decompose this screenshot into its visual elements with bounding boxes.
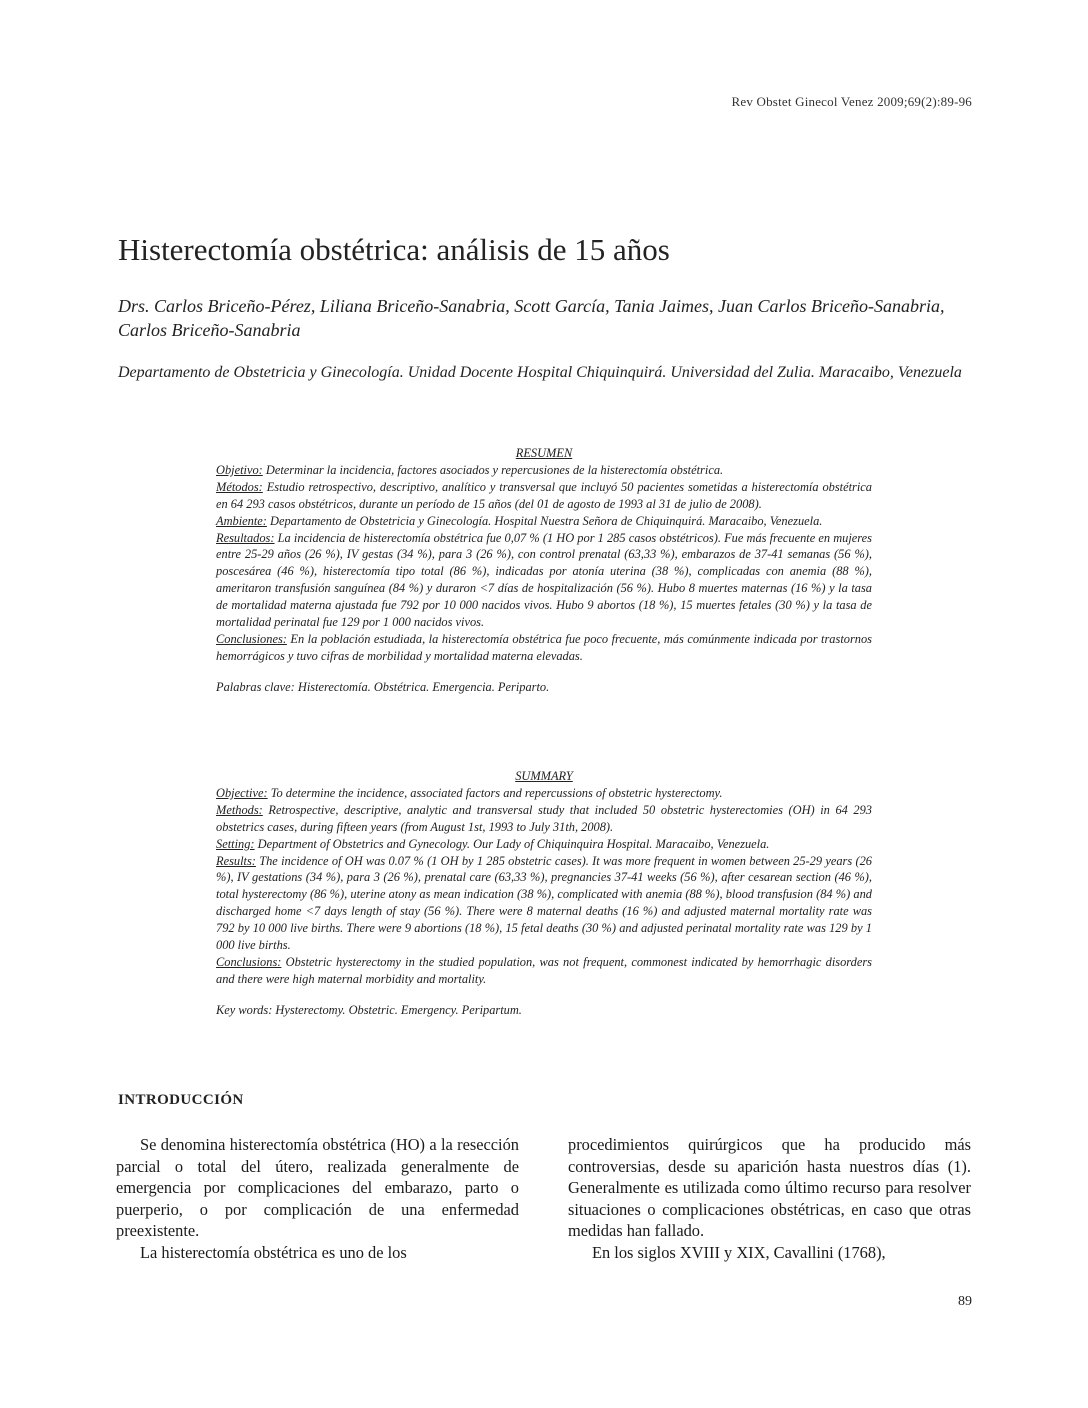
- abstract-label: Ambiente:: [216, 513, 267, 528]
- abstract-paragraph: [216, 954, 872, 988]
- abstract-text: Determinar la incidencia, factores asociados y repercusiones de la histerectomía obstétrica.: [262, 462, 724, 477]
- keywords-english: Key words: Hysterectomy. Obstetric. Emergency. Peripartum.: [216, 1002, 522, 1017]
- body-paragraph: La histerectomía obstétrica es uno de los: [140, 1242, 407, 1262]
- abstract-paragraph: [216, 785, 872, 802]
- abstract-text: La incidencia de histerectomía obstétrica fue 0,07 % (1 HO por 1 285 casos obstétricos). Fue más frecuente en mujeres entre 25-29 años (26 %), IV gestas (34 %), para 3 (26 %), con control prenatal (63,33 %), embarazos de 37-41 semanas (56 %), poscesárea (46 %), histerectomía tipo total (86 %), indicadas por atonía uterina (38 %), complicadas con anemia (88 %), ameritaron transfusión sanguínea (84 %) y duraron <7 días de hospitalización (56 %). Hubo 8 muertes maternas (16 %) y la tasa de mortalidad materna ajustada fue 792 por 10 000 nacidos vivos. Hubo 9 abortos (18 %), 15 muertes fetales (30 %) y la tasa de mortalidad perinatal fue 129 por 1 000 nacidos vivos.: [216, 530, 872, 630]
- abstract-text: Departamento de Obstetricia y Ginecología. Hospital Nuestra Señora de Chiquinquirá. Maracaibo, Venezuela.: [266, 513, 823, 528]
- abstract-paragraph: [216, 462, 872, 479]
- keywords-spanish: Palabras clave: Histerectomía. Obstétrica. Emergencia. Periparto.: [216, 679, 550, 694]
- abstract-label: Results:: [216, 853, 256, 868]
- abstract-text: The incidence of OH was 0.07 % (1 OH by 1 285 obstetric cases). It was more frequent in women between 25-29 years (26 %), IV gestations (34 %), para 3 (26 %), prenatal care (63,33 %), pregnancies 37-41 weeks (56 %), after cesarean section (46 %), total hysterectomy (86 %), uterine atony as mean indication (38 %), complicated with anemia (88 %), blood transfusion (84 %) and discharged home <7 days length of stay (56 %). There were 8 maternal deaths (16 %) and adjusted maternal mortality rate was 792 by 10 000 live births. There were 9 abortions (18 %), 15 fetal deaths (30 %) and adjusted perinatal mortality rate was 129 by 1 000 live births.: [216, 853, 872, 953]
- journal-reference: Rev Obstet Ginecol Venez 2009;69(2):89-96: [731, 94, 972, 109]
- abstract-label: Conclusiones:: [216, 631, 287, 646]
- abstract-paragraph: [216, 836, 872, 853]
- author-affiliation: Departamento de Obstetricia y Ginecología. Unidad Docente Hospital Chiquinquirá. Universidad del Zulia. Maracaibo, Venezuela: [118, 364, 962, 381]
- abstract-text: Estudio retrospectivo, descriptivo, analítico y transversal que incluyó 50 pacientes sometidas a histerectomía obstétrica en 64 293 casos obstétricos, durante un período de 15 años (del 01 de agosto de 1993 al 31 de julio de 2008).: [216, 479, 872, 511]
- abstract-text: Obstetric hysterectomy in the studied population, was not frequent, commonest indicated by hemorrhagic disorders and there were high maternal morbidity and mortality.: [216, 954, 872, 986]
- abstract-heading: SUMMARY: [515, 769, 573, 783]
- abstract-paragraph: [216, 631, 872, 665]
- abstract-text: En la población estudiada, la histerectomía obstétrica fue poco frecuente, más comúnmente indicada por trastornos hemorrágicos y tuvo cifras de morbilidad y mortalidad materna elevadas.: [216, 631, 872, 663]
- abstract-paragraph: [216, 853, 872, 954]
- abstract-paragraph: [216, 802, 872, 836]
- abstract-paragraph: [216, 513, 872, 530]
- abstract-label: Methods:: [216, 802, 263, 817]
- body-paragraph: En los siglos XVIII y XIX, Cavallini (1768),: [592, 1242, 886, 1262]
- abstract-label: Resultados:: [216, 530, 275, 545]
- abstract-label: Objective:: [216, 785, 268, 800]
- abstract-text: Retrospective, descriptive, analytic and transversal study that included 50 obstetric hysterectomies (OH) in 64 293 obstetrics cases, during fifteen years (from August 1st, 1993 to July 31th, 2008).: [216, 802, 872, 834]
- section-heading-introduccion: INTRODUCCIÓN: [118, 1092, 244, 1108]
- abstract-label: Setting:: [216, 836, 255, 851]
- body-paragraph: procedimientos quirúrgicos que ha producido más controversias, desde su aparición hasta nuestros días (1). Generalmente es utilizada como último recurso para resolver situaciones o complicaciones obstétricas, en caso que otras medidas han fallado.: [568, 1135, 971, 1241]
- abstract-text: To determine the incidence, associated factors and repercussions of obstetric hysterectomy.: [267, 785, 723, 800]
- author-list: Drs. Carlos Briceño-Pérez, Liliana Briceño-Sanabria, Scott García, Tania Jaimes, Juan Carlos Briceño-Sanabria, Carlos Briceño-Sanabria: [118, 296, 945, 340]
- abstract-label: Métodos:: [216, 479, 263, 494]
- abstract-english: [216, 768, 872, 1019]
- page-number: 89: [958, 1294, 972, 1309]
- abstract-label: Objetivo:: [216, 462, 263, 477]
- body-column-right: [568, 1134, 971, 1264]
- body-column-left: [116, 1134, 519, 1264]
- article-title: Histerectomía obstétrica: análisis de 15 años: [118, 232, 670, 267]
- abstract-heading: RESUMEN: [515, 446, 573, 460]
- abstract-text: Department of Obstetrics and Gynecology. Our Lady of Chiquinquira Hospital. Maracaibo, Venezuela.: [254, 836, 770, 851]
- body-paragraph: Se denomina histerectomía obstétrica (HO) a la resección parcial o total del útero, realizada generalmente de emergencia por complicaciones del embarazo, parto o puerperio, o por complicación de una enfermedad preexistente.: [116, 1135, 519, 1241]
- abstract-spanish: [216, 445, 872, 696]
- abstract-label: Conclusions:: [216, 954, 282, 969]
- abstract-paragraph: [216, 530, 872, 631]
- abstract-paragraph: [216, 479, 872, 513]
